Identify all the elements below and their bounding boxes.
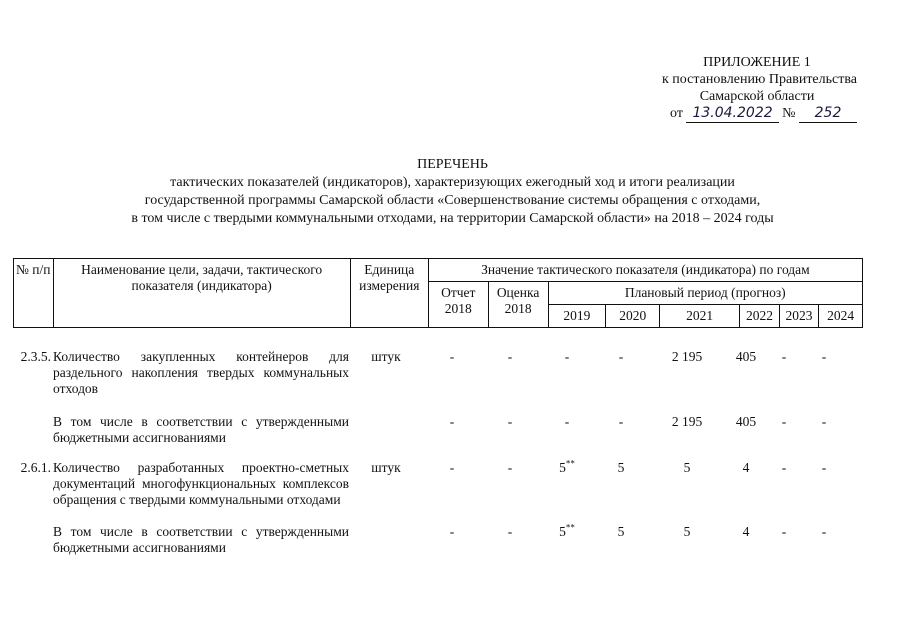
value-2019: - [564,414,570,429]
value-2019: 5** [559,522,575,539]
header-name: Наименование цели, задачи, тактического показателя (индикатора) [53,259,350,328]
value-2021: 2 195 [671,349,703,364]
value-2023: - [781,349,787,364]
row-unit: штук [371,349,401,364]
row-name: В том числе в соответствии с утвержденными бюджетными ассигнованиями [53,414,349,445]
heading-line-3: в том числе с твердыми коммунальными отходами, на территории Самарской области» на 2018 – 2024 годы [131,211,774,226]
header-num: № п/п [14,259,54,328]
row-num: 2.3.5. [20,349,51,364]
value-estimate: - [507,349,513,364]
appendix-line-2: к постановлению Правительства [661,72,857,87]
value-estimate: - [507,524,513,539]
value-2024: - [821,460,827,475]
value-2023: - [781,414,787,429]
row-unit: штук [371,460,401,475]
value-2020: - [618,349,624,364]
header-plan: Плановый период (прогноз) [548,282,862,305]
value-2021: 5 [683,460,691,475]
appendix-title: ПРИЛОЖЕНИЕ 1 [703,55,811,70]
value-report: - [449,460,455,475]
value-2022: 405 [735,349,757,364]
value-2023: - [781,460,787,475]
header-year: 2022 [740,305,780,328]
date-value: 13.04.2022 [692,105,773,121]
value-2020: - [618,414,624,429]
number-value: 252 [814,105,842,121]
row-name: Количество закупленных контейнеров для раздельного накопления твердых коммунальных отходов [53,349,349,396]
table-row [13,524,863,556]
row-unit [349,524,423,556]
value-2021: 5 [683,524,691,539]
value-2024: - [821,349,827,364]
value-2019: 5** [559,458,575,475]
row-unit [349,414,423,446]
value-report: - [449,414,455,429]
value-2024: - [821,414,827,429]
value-estimate: - [507,414,513,429]
value-2022: 4 [742,460,750,475]
heading-title: ПЕРЕЧЕНЬ [417,157,488,172]
header-year: 2021 [660,305,740,328]
row-name: В том числе в соответствии с утвержденными бюджетными ассигнованиями [53,524,349,555]
value-2022: 4 [742,524,750,539]
row-num [13,524,51,556]
header-values: Значение тактического показателя (индикатора) по годам [428,259,862,282]
value-report: - [449,349,455,364]
table-row [13,460,863,508]
value-2023: - [781,524,787,539]
header-estimate: Оценка 2018 [488,282,548,328]
header-report: Отчет 2018 [428,282,488,328]
value-2020: 5 [617,460,625,475]
document-heading [0,156,905,228]
header-year: 2024 [819,305,863,328]
date-field [686,105,778,123]
value-2024: - [821,524,827,539]
header-year: 2019 [548,305,606,328]
row-num: 2.6.1. [20,460,51,475]
appendix-line-3: Самарской области [699,89,815,104]
row-name: Количество разработанных проектно-сметных документаций многофункциональных комплексов обращения с твердыми коммунальными отходами [53,460,349,507]
heading-line-2: государственной программы Самарской области «Совершенствование системы обращения с отходами, [144,193,761,208]
value-2019: - [564,349,570,364]
indicators-table-body [13,349,863,556]
number-field [799,105,857,123]
value-2021: 2 195 [671,414,703,429]
value-2022: 405 [735,414,757,429]
header-unit: Единица измерения [350,259,428,328]
table-row [13,414,863,446]
row-num [13,414,51,446]
number-prefix: № [782,106,796,121]
header-year: 2023 [779,305,819,328]
table-row [13,349,863,397]
heading-line-1: тактических показателей (индикаторов), характеризующих ежегодный ход и итоги реализации [170,175,735,190]
value-report: - [449,524,455,539]
value-2020: 5 [617,524,625,539]
appendix-date-line [597,105,857,123]
appendix-block [597,54,857,123]
value-estimate: - [507,460,513,475]
header-year: 2020 [606,305,660,328]
indicators-table-header [13,258,863,328]
date-prefix: от [670,106,683,121]
